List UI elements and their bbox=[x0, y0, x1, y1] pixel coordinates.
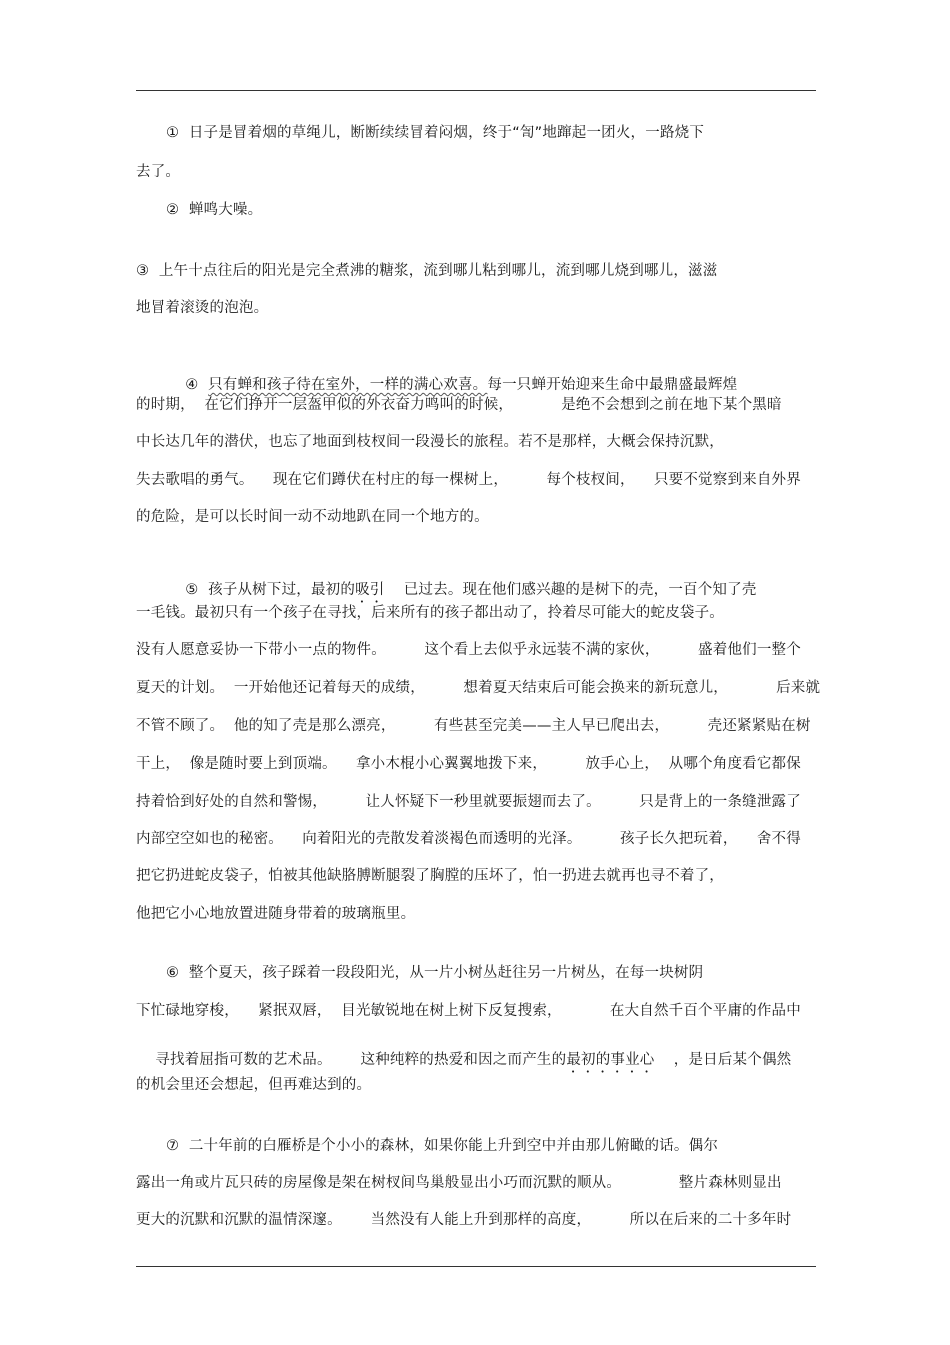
text-span: 每一只蝉开始迎来生命中最鼎盛最辉煌 bbox=[487, 377, 738, 393]
text-line: 下忙碌地穿梭， 紧抿双唇， 目光敏锐地在树上树下反复搜索， 在大自然千百个平庸的作品中 bbox=[136, 1003, 801, 1019]
text-span: 寻找着屈指可数的艺术品。 这种纯粹的热爱和因之而产生的 bbox=[155, 1052, 567, 1068]
text-line: 的时期， 在它们挣开一层盔甲似的外衣奋力鸣叫的时候， 是绝不会想到之前在地下某个黑暗 bbox=[136, 397, 782, 413]
text-line: ⑥ 整个夏天，孩子踩着一段段阳光，从一片小树丛赶往另一片树丛，在每一块树阴 bbox=[166, 965, 704, 981]
text-line: ② 蝉鸣大噪。 bbox=[166, 202, 263, 218]
text-line: 更大的沉默和沉默的温情深邃。 当然没有人能上升到那样的高度， 所以在后来的二十多年时 bbox=[136, 1212, 792, 1228]
emphasis-dotted-word: 吸引 bbox=[355, 582, 385, 598]
text-line: 中长达几年的潜伏，也忘了地面到枝杈间一段漫长的旅程。若不是那样，大概会保持沉默， bbox=[136, 434, 724, 450]
text-line: 的机会里还会想起，但再难达到的。 bbox=[136, 1077, 372, 1093]
text-line: 夏天的计划。 一开始他还记着每天的成绩， 想着夏天结束后可能会换来的新玩意儿， 后来就 bbox=[136, 680, 821, 696]
emphasis-dotted-word: 最初的事业心 bbox=[566, 1052, 655, 1068]
text-line: ③ 上午十点往后的阳光是完全煮沸的糖浆，流到哪儿粘到哪儿，流到哪儿烧到哪儿，滋滋 bbox=[136, 263, 718, 279]
text-line: 不管不顾了。 他的知了壳是那么漂亮， 有些甚至完美——主人早已爬出去， 壳还紧紧贴在树 bbox=[136, 718, 811, 734]
paragraph-number: ④ bbox=[185, 377, 209, 393]
text-line: ① 日子是冒着烟的草绳儿，断断续续冒着闷烟，终于“訇”地蹿起一团火，一路烧下 bbox=[166, 125, 705, 141]
text-line: 地冒着滚烫的泡泡。 bbox=[136, 300, 269, 316]
text-line: 一毛钱。最初只有一个孩子在寻找，后来所有的孩子都出动了，拎着尽可能大的蛇皮袋子。 bbox=[136, 605, 724, 621]
text-line: 没有人愿意妥协一下带小一点的物件。 这个看上去似乎永远装不满的家伙， 盛着他们一整个 bbox=[136, 642, 801, 658]
text-line: 失去歌唱的勇气。 现在它们蹲伏在村庄的每一棵树上， 每个枝杈间， 只要不觉察到来自外界 bbox=[136, 472, 801, 488]
text-span: ⑤ 孩子从树下过，最初的 bbox=[185, 582, 356, 598]
top-rule bbox=[136, 90, 816, 91]
text-span: 已过去。现在他们感兴趣的是树下的壳，一百个知了壳 bbox=[384, 582, 757, 598]
text-line: 干上， 像是随时要上到顶端。 拿小木棍小心翼翼地拨下来， 放手心上， 从哪个角度看它都保 bbox=[136, 756, 801, 772]
text-span: ，是日后某个偶然 bbox=[654, 1052, 792, 1068]
text-line: 内部空空如也的秘密。 向着阳光的壳散发着淡褐色而透明的光泽。 孩子长久把玩着， 舍不得 bbox=[136, 831, 801, 847]
underlined-sentence: 只有蝉和孩子待在室外，一样的满心欢喜。 bbox=[208, 377, 488, 393]
text-line: 把它扔进蛇皮袋子，怕被其他缺胳膊断腿裂了胸膛的压坏了，怕一扔进去就再也寻不着了， bbox=[136, 868, 724, 884]
text-line: 去了。 bbox=[136, 164, 181, 180]
text-line: 的危险，是可以长时间一动不动地趴在同一个地方的。 bbox=[136, 509, 489, 525]
text-line: 持着恰到好处的自然和警惕， 让人怀疑下一秒里就要振翅而去了。 只是背上的一条缝泄露了 bbox=[136, 794, 801, 810]
text-line: 他把它小心地放置进随身带着的玻璃瓶里。 bbox=[136, 906, 416, 922]
text-line: 露出一角或片瓦只砖的房屋像是架在树杈间鸟巢般显出小巧而沉默的顺从。 整片森林则显出 bbox=[136, 1175, 782, 1191]
text-line: ⑦ 二十年前的白雁桥是个小小的森林，如果你能上升到空中并由那儿俯瞰的话。偶尔 bbox=[166, 1138, 719, 1154]
bottom-rule bbox=[136, 1266, 816, 1267]
